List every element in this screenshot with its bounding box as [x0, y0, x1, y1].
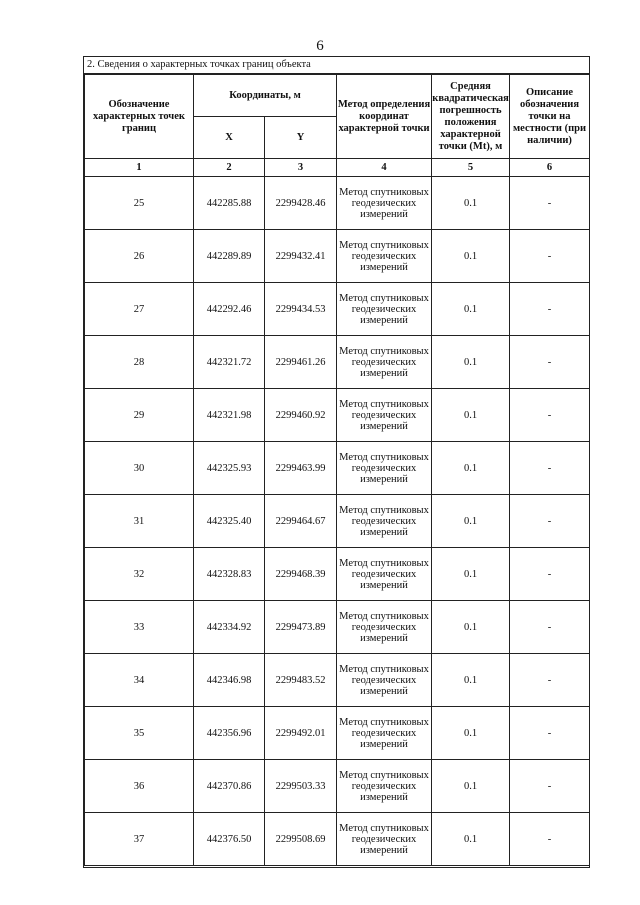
coord-x-cell: 442325.40	[194, 495, 265, 548]
description-cell: -	[510, 813, 590, 866]
accuracy-cell: 0.1	[432, 336, 510, 389]
description-cell: -	[510, 283, 590, 336]
table-row	[85, 813, 590, 866]
point-id-cell: 30	[85, 442, 194, 495]
column-number: 1	[85, 159, 194, 177]
method-cell: Метод спутниковых геодезических измерений	[337, 495, 432, 548]
accuracy-cell: 0.1	[432, 389, 510, 442]
column-number: 6	[510, 159, 590, 177]
method-cell: Метод спутниковых геодезических измерений	[337, 760, 432, 813]
coord-y-cell: 2299428.46	[265, 177, 337, 230]
header-accuracy: Средняя квадратическая погрешность положения характерной точки (Mt), м	[432, 75, 510, 159]
method-cell: Метод спутниковых геодезических измерений	[337, 442, 432, 495]
column-number: 3	[265, 159, 337, 177]
point-id-cell: 25	[85, 177, 194, 230]
coord-y-cell: 2299492.01	[265, 707, 337, 760]
description-cell: -	[510, 654, 590, 707]
point-id-cell: 32	[85, 548, 194, 601]
coord-x-cell: 442285.88	[194, 177, 265, 230]
accuracy-cell: 0.1	[432, 760, 510, 813]
coord-x-cell: 442292.46	[194, 283, 265, 336]
coord-x-cell: 442370.86	[194, 760, 265, 813]
coord-y-cell: 2299468.39	[265, 548, 337, 601]
coord-y-cell: 2299463.99	[265, 442, 337, 495]
accuracy-cell: 0.1	[432, 548, 510, 601]
accuracy-cell: 0.1	[432, 813, 510, 866]
description-cell: -	[510, 495, 590, 548]
description-cell: -	[510, 760, 590, 813]
point-id-cell: 26	[85, 230, 194, 283]
method-cell: Метод спутниковых геодезических измерений	[337, 813, 432, 866]
table-row	[85, 495, 590, 548]
description-cell: -	[510, 230, 590, 283]
table-row	[85, 548, 590, 601]
coord-y-cell: 2299483.52	[265, 654, 337, 707]
accuracy-cell: 0.1	[432, 442, 510, 495]
coord-y-cell: 2299460.92	[265, 389, 337, 442]
header-designation: Обозначение характерных точек границ	[85, 75, 194, 159]
header-coordinates: Координаты, м	[194, 75, 337, 117]
description-cell: -	[510, 177, 590, 230]
point-id-cell: 27	[85, 283, 194, 336]
method-cell: Метод спутниковых геодезических измерений	[337, 336, 432, 389]
method-cell: Метод спутниковых геодезических измерений	[337, 654, 432, 707]
table-row	[85, 442, 590, 495]
coord-x-cell: 442321.72	[194, 336, 265, 389]
point-id-cell: 35	[85, 707, 194, 760]
accuracy-cell: 0.1	[432, 177, 510, 230]
coord-x-cell: 442346.98	[194, 654, 265, 707]
method-cell: Метод спутниковых геодезических измерений	[337, 389, 432, 442]
description-cell: -	[510, 336, 590, 389]
description-cell: -	[510, 548, 590, 601]
method-cell: Метод спутниковых геодезических измерений	[337, 601, 432, 654]
method-cell: Метод спутниковых геодезических измерений	[337, 230, 432, 283]
accuracy-cell: 0.1	[432, 707, 510, 760]
table-row	[85, 230, 590, 283]
coord-y-cell: 2299434.53	[265, 283, 337, 336]
column-number: 4	[337, 159, 432, 177]
description-cell: -	[510, 601, 590, 654]
table-row	[85, 283, 590, 336]
point-id-cell: 31	[85, 495, 194, 548]
method-cell: Метод спутниковых геодезических измерений	[337, 707, 432, 760]
point-id-cell: 28	[85, 336, 194, 389]
description-cell: -	[510, 389, 590, 442]
point-id-cell: 34	[85, 654, 194, 707]
table-row	[85, 177, 590, 230]
coord-y-cell: 2299473.89	[265, 601, 337, 654]
table-body	[85, 177, 590, 866]
column-number: 2	[194, 159, 265, 177]
header-method: Метод определения координат характерной точки	[337, 75, 432, 159]
accuracy-cell: 0.1	[432, 283, 510, 336]
coord-y-cell: 2299508.69	[265, 813, 337, 866]
coord-y-cell: 2299464.67	[265, 495, 337, 548]
point-id-cell: 29	[85, 389, 194, 442]
table-row	[85, 389, 590, 442]
description-cell: -	[510, 442, 590, 495]
header-y: Y	[265, 117, 337, 159]
method-cell: Метод спутниковых геодезических измерений	[337, 177, 432, 230]
coord-x-cell: 442321.98	[194, 389, 265, 442]
coord-x-cell: 442356.96	[194, 707, 265, 760]
coord-x-cell: 442376.50	[194, 813, 265, 866]
coord-y-cell: 2299432.41	[265, 230, 337, 283]
column-number: 5	[432, 159, 510, 177]
header-x: X	[194, 117, 265, 159]
description-cell: -	[510, 707, 590, 760]
page-number: 6	[316, 38, 324, 54]
table-row	[85, 707, 590, 760]
column-numbers-row	[85, 159, 590, 177]
accuracy-cell: 0.1	[432, 654, 510, 707]
coord-y-cell: 2299503.33	[265, 760, 337, 813]
method-cell: Метод спутниковых геодезических измерений	[337, 548, 432, 601]
table-row	[85, 601, 590, 654]
boundary-points-table	[84, 74, 590, 866]
section-title: 2. Сведения о характерных точках границ объекта	[84, 57, 589, 74]
coord-x-cell: 442334.92	[194, 601, 265, 654]
table-row	[85, 336, 590, 389]
coord-x-cell: 442325.93	[194, 442, 265, 495]
point-id-cell: 37	[85, 813, 194, 866]
accuracy-cell: 0.1	[432, 601, 510, 654]
table-row	[85, 760, 590, 813]
header-description: Описание обозначения точки на местности (при наличии)	[510, 75, 590, 159]
point-id-cell: 33	[85, 601, 194, 654]
accuracy-cell: 0.1	[432, 230, 510, 283]
table-row	[85, 654, 590, 707]
accuracy-cell: 0.1	[432, 495, 510, 548]
method-cell: Метод спутниковых геодезических измерений	[337, 283, 432, 336]
coord-y-cell: 2299461.26	[265, 336, 337, 389]
point-id-cell: 36	[85, 760, 194, 813]
coord-x-cell: 442328.83	[194, 548, 265, 601]
coord-x-cell: 442289.89	[194, 230, 265, 283]
